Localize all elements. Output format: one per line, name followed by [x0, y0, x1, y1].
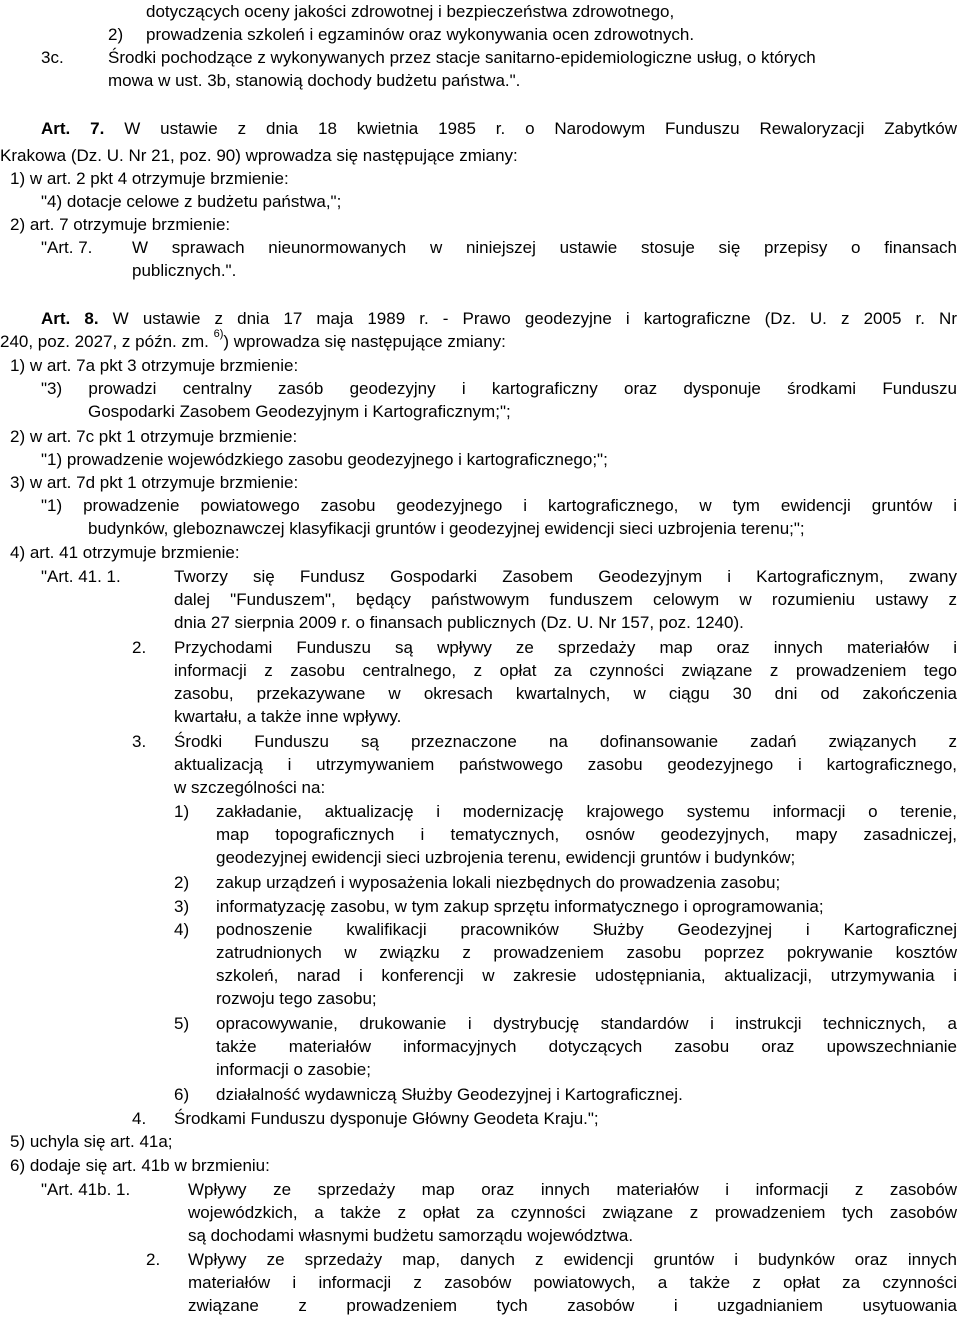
text-line: W sprawach nieunormowanych w niniejszej ustawie stosuje się przepisy o finansach	[132, 238, 957, 257]
text-line: wojewódzkich, a także z opłat za czynności związane z prowadzeniem tych zasobów	[188, 1203, 957, 1222]
article-8-intro: Art. 8. W ustawie z dnia 17 maja 1989 r. - Prawo geodezyjne i kartograficzne (Dz. U. z 2005 r. Nr	[41, 309, 957, 328]
text-line: 2) w art. 7c pkt 1 otrzymuje brzmienie:	[10, 427, 298, 446]
article-label: "Art. 41b. 1.	[41, 1180, 131, 1199]
text-line: Środki Funduszu są przeznaczone na dofinansowanie zadań związanych z	[174, 732, 957, 751]
article-label: "Art. 7.	[41, 238, 93, 257]
text-line: 5) uchyla się art. 41a;	[10, 1132, 173, 1151]
text-line: są dochodami własnymi budżetu samorządu województwa.	[188, 1226, 634, 1245]
text-line: 1) w art. 7a pkt 3 otrzymuje brzmienie:	[10, 356, 299, 375]
text-line: 4) art. 41 otrzymuje brzmienie:	[10, 543, 240, 562]
text-line: materiałów i informacji z zasobów powiatowych, a także z opłat za czynności	[188, 1273, 957, 1292]
text-line: zakup urządzeń i wyposażenia lokali niezbędnych do prowadzenia zasobu;	[216, 873, 781, 892]
text-line: kwartału, a także inne wpływy.	[174, 707, 402, 726]
paragraph-number: 2.	[132, 638, 147, 657]
text-line: działalność wydawniczą Służby Geodezyjnej i Kartograficznej.	[216, 1085, 683, 1104]
text-line: Środki pochodzące z wykonywanych przez stacje sanitarno-epidemiologiczne usług, o których	[108, 48, 816, 67]
list-number: 5)	[174, 1014, 190, 1033]
article-7-intro: Art. 7. W ustawie z dnia 18 kwietnia 1985 r. o Narodowym Funduszu Rewaloryzacji Zabytków	[41, 119, 957, 138]
text-line: 240, poz. 2027, z późn. zm. $^{6)}$) wprowadza się następujące zmiany:	[0, 328, 506, 351]
text-line: Przychodami Funduszu są wpływy ze sprzedaży map oraz innych materiałów i	[174, 638, 957, 657]
list-number: 3)	[174, 897, 190, 916]
text-line: geodezyjnej ewidencji sieci uzbrojenia terenu, ewidencji gruntów i budynków;	[216, 848, 796, 867]
text-line: w szczególności na:	[174, 778, 326, 797]
text-line: 3) w art. 7d pkt 1 otrzymuje brzmienie:	[10, 473, 299, 492]
text-line: mowa w ust. 3b, stanowią dochody budżetu państwa.".	[108, 71, 521, 90]
text-line: dalej "Funduszem", będący państwowym funduszem celowym w rozumieniu ustawy z	[174, 590, 957, 609]
paragraph-number: 3.	[132, 732, 147, 751]
text-line: "1) prowadzenie wojewódzkiego zasobu geodezyjnego i kartograficznego;";	[41, 450, 608, 469]
paragraph-number: 4.	[132, 1109, 147, 1128]
text-line: "1) prowadzenie powiatowego zasobu geodezyjnego i kartograficznego, w tym ewidencji gruntów i	[41, 496, 957, 515]
list-number: 1)	[174, 802, 190, 821]
text-line: budynków, gleboznawczej klasyfikacji gruntów i geodezyjnej ewidencji sieci uzbrojenia terenu;";	[88, 519, 805, 538]
text-line: związane z prowadzeniem tych zasobów i uzgadnianiem usytuowania	[188, 1296, 957, 1315]
text-line: informacji z zasobu centralnego, z opłat za czynności związane z prowadzeniem tego	[174, 661, 957, 680]
text-line: Tworzy się Fundusz Gospodarki Zasobem Geodezyjnym i Kartograficznym, zwany	[174, 567, 957, 586]
article-heading: Art. 7.	[41, 119, 105, 138]
text-line: zasobu, przekazywane w okresach kwartalnych, w ciągu 30 dni od zakończenia	[174, 684, 957, 703]
paragraph-number: 2.	[146, 1250, 161, 1269]
text-line: zakładanie, aktualizację i modernizację krajowego systemu informacji o terenie,	[216, 802, 957, 821]
text-line: dnia 27 sierpnia 2009 r. o finansach publicznych (Dz. U. Nr 157, poz. 1240).	[174, 613, 744, 632]
text-line: "3) prowadzi centralny zasób geodezyjny i kartograficzny oraz dysponuje środkami Funduszu	[41, 379, 957, 398]
text-line: Wpływy ze sprzedaży map, danych z ewidencji gruntów i budynków oraz innych	[188, 1250, 957, 1269]
article-heading: Art. 8.	[41, 309, 99, 328]
text-line: Wpływy ze sprzedaży map oraz innych materiałów i informacji z zasobów	[188, 1180, 957, 1199]
text-line: podnoszenie kwalifikacji pracowników Służby Geodezyjnej i Kartograficznej	[216, 920, 957, 939]
list-number: 2)	[174, 873, 190, 892]
list-number: 4)	[174, 920, 190, 939]
text-line: opracowywanie, drukowanie i dystrybucję standardów i instrukcji technicznych, a	[216, 1014, 957, 1033]
article-label: "Art. 41. 1.	[41, 567, 121, 586]
text-line: aktualizacją i utrzymywaniem państwowego zasobu geodezyjnego i kartograficznego,	[174, 755, 957, 774]
text-line: Środkami Funduszu dysponuje Główny Geodeta Kraju.";	[174, 1109, 599, 1128]
text-line: informatyzację zasobu, w tym zakup sprzętu informatycznego i oprogramowania;	[216, 897, 824, 916]
text-line: także materiałów informacyjnych dotyczących zasobu oraz upowszechnianie	[216, 1037, 957, 1056]
text-line: Krakowa (Dz. U. Nr 21, poz. 90) wprowadza się następujące zmiany:	[0, 146, 518, 165]
text-line: zatrudnionych w związku z prowadzeniem zasobu poprzez pokrywanie kosztów	[216, 943, 957, 962]
text-line: 6) dodaje się art. 41b w brzmieniu:	[10, 1156, 270, 1175]
footnote-ref: 6)	[213, 328, 224, 340]
text-line: Gospodarki Zasobem Geodezyjnym i Kartograficznym;";	[88, 402, 511, 421]
text-line: informacji o zasobie;	[216, 1060, 371, 1079]
text-line: dotyczących oceny jakości zdrowotnej i bezpieczeństwa zdrowotnego,	[146, 2, 675, 21]
paragraph-number: 3c.	[41, 48, 64, 67]
text-line: rozwoju tego zasobu;	[216, 989, 377, 1008]
text-line: 2) art. 7 otrzymuje brzmienie:	[10, 215, 231, 234]
list-number: 6)	[174, 1085, 190, 1104]
list-number: 2)	[108, 25, 124, 44]
text-line: 1) w art. 2 pkt 4 otrzymuje brzmienie:	[10, 169, 289, 188]
text-line: publicznych.".	[132, 261, 237, 280]
text-line: map topograficznych i tematycznych, osnów geodezyjnych, mapy zasadniczej,	[216, 825, 957, 844]
text-line: "4) dotacje celowe z budżetu państwa,";	[41, 192, 342, 211]
text-line: szkoleń, narad i konferencji w zakresie udostępniania, aktualizacji, utrzymywania i	[216, 966, 957, 985]
text-line: prowadzenia szkoleń i egzaminów oraz wykonywania ocen zdrowotnych.	[146, 25, 695, 44]
